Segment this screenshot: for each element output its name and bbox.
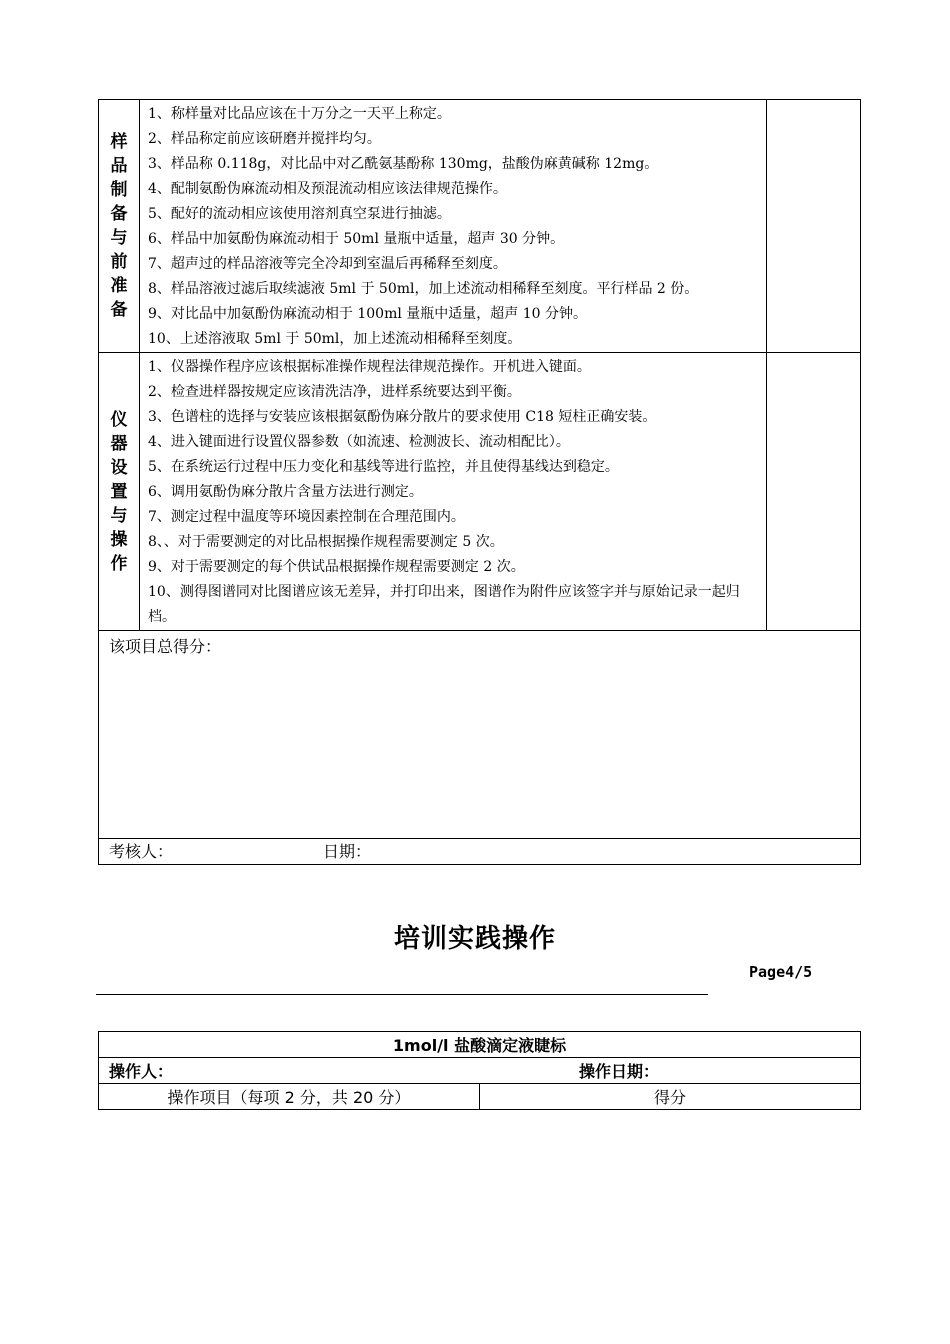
section-items-sample-prep <box>140 100 767 353</box>
titration-table <box>98 1031 861 1110</box>
section-title-char: 品 <box>110 156 128 176</box>
examiner-label: 考核人： <box>109 842 174 861</box>
items-header: 操作项目（每项 2 分，共 20 分） <box>99 1084 480 1110</box>
list-item: 8、、对于需要测定的对比品根据操作规程需要测定 5 次。 <box>148 534 504 550</box>
list-item: 2、样品称定前应该研磨并搅拌均匀。 <box>148 131 381 147</box>
section-title-instrument <box>99 353 140 631</box>
list-item: 1、仪器操作程序应该根据标准操作规程法律规范操作。开机进入键面。 <box>148 359 591 375</box>
section-title-char: 备 <box>110 204 128 224</box>
operation-date-label: 操作日期： <box>579 1062 660 1081</box>
list-item: 4、配制氨酚伪麻流动相及预混流动相应该法律规范操作。 <box>148 181 507 197</box>
section-title-char: 仪 <box>110 409 128 430</box>
list-item: 9、对于需要测定的每个供试品根据操作规程需要测定 2 次。 <box>148 559 525 575</box>
section-title-sample-prep <box>99 100 140 353</box>
signature-row <box>99 839 861 865</box>
list-item: 5、在系统运行过程中压力变化和基线等进行监控，并且使得基线达到稳定。 <box>148 459 619 475</box>
list-item: 7、超声过的样品溶液等完全冷却到室温后再稀释至刻度。 <box>148 256 507 272</box>
header-rule <box>96 994 708 995</box>
date-label: 日期： <box>323 842 372 861</box>
section-title-char: 准 <box>110 276 128 296</box>
section-title-char: 前 <box>110 252 128 272</box>
list-item: 4、进入键面进行设置仪器参数（如流速、检测波长、流动相配比）。 <box>148 434 570 450</box>
section-title-char: 置 <box>110 481 128 502</box>
list-item: 1、称样量对比品应该在十万分之一天平上称定。 <box>148 106 451 122</box>
list-item: 3、样品称 0.118g，对比品中对乙酰氨基酚称 130mg，盐酸伪麻黄碱称 12mg。 <box>148 156 659 172</box>
section-title-char: 备 <box>110 300 128 320</box>
page-number: Page4/5 <box>749 963 813 981</box>
list-item: 10、测得图谱同对比图谱应该无差异，并打印出来，图谱作为附件应该签字并与原始记录一起归档。 <box>148 584 740 625</box>
score-cell[interactable] <box>767 100 861 353</box>
total-score-field[interactable] <box>99 631 861 839</box>
list-item: 7、测定过程中温度等环境因素控制在合理范围内。 <box>148 509 465 525</box>
table-title: 1mol/l 盐酸滴定液睫标 <box>99 1032 861 1058</box>
section-title-char: 样 <box>110 132 128 152</box>
total-score-label: 该项目总得分： <box>109 637 222 656</box>
list-item: 3、色谱柱的选择与安装应该根据氨酚伪麻分散片的要求使用 C18 短柱正确安装。 <box>148 409 657 425</box>
section-title-char: 与 <box>110 505 128 526</box>
list-item: 2、检查进样器按规定应该清洗洁净，进样系统要达到平衡。 <box>148 384 521 400</box>
operator-label: 操作人： <box>109 1062 174 1081</box>
section-items-instrument <box>140 353 767 631</box>
score-header: 得分 <box>480 1084 861 1110</box>
list-item: 10、上述溶液取 5ml 于 50ml，加上述流动相稀释至刻度。 <box>148 331 522 347</box>
list-item: 9、对比品中加氨酚伪麻流动相于 100ml 量瓶中适量，超声 10 分钟。 <box>148 306 587 322</box>
list-item: 8、样品溶液过滤后取续滤液 5ml 于 50ml，加上述流动相稀释至刻度。平行样品 2 份。 <box>148 281 699 297</box>
section-title-char: 器 <box>110 433 128 454</box>
section-title-char: 作 <box>110 553 128 574</box>
operator-row <box>99 1058 861 1084</box>
list-item: 5、配好的流动相应该使用溶剂真空泵进行抽滤。 <box>148 206 451 222</box>
page-heading: 培训实践操作 <box>393 924 556 954</box>
list-item: 6、样品中加氨酚伪麻流动相于 50ml 量瓶中适量，超声 30 分钟。 <box>148 231 565 247</box>
section-title-char: 制 <box>110 180 128 200</box>
section-title-char: 与 <box>110 228 128 248</box>
section-title-char: 操 <box>110 529 128 550</box>
section-title-char: 设 <box>110 457 128 478</box>
section-row <box>99 353 861 631</box>
score-cell[interactable] <box>767 353 861 631</box>
section-row <box>99 100 861 353</box>
evaluation-table <box>98 99 861 865</box>
list-item: 6、调用氨酚伪麻分散片含量方法进行测定。 <box>148 484 423 500</box>
